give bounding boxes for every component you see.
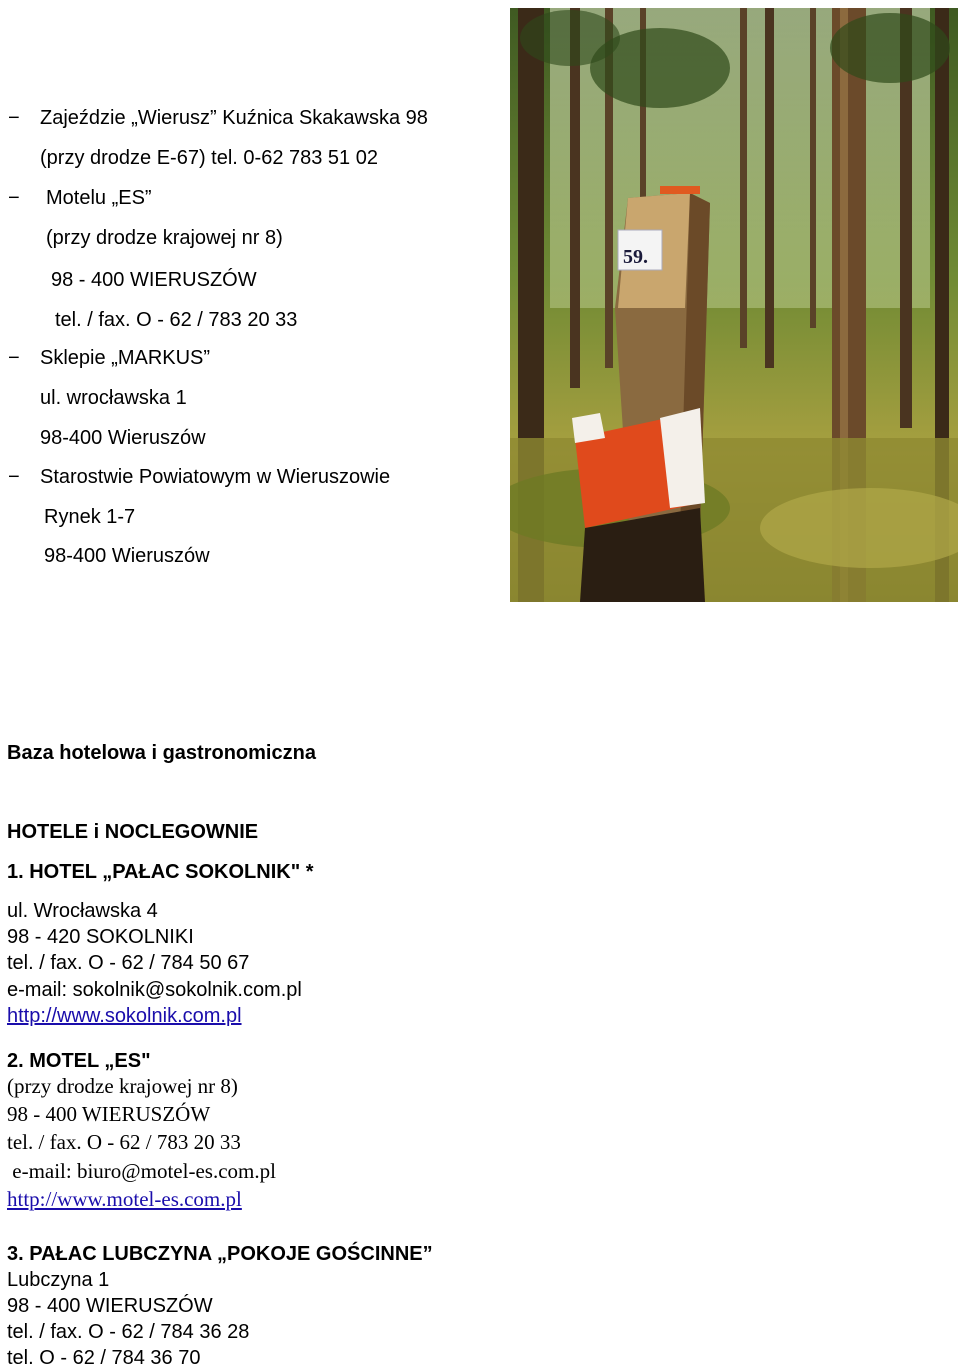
hotel-2-email: e-mail: biuro@motel-es.com.pl bbox=[7, 1159, 276, 1183]
trail-marker-number: 59. bbox=[623, 246, 648, 268]
contact-4-line-1: Starostwie Powiatowym w Wieruszowie bbox=[40, 466, 391, 488]
contact-2-line-1: Motelu „ES” bbox=[46, 187, 152, 209]
hotel-3-city: 98 - 400 WIERUSZÓW bbox=[7, 1295, 213, 1317]
list-dash: − bbox=[8, 107, 20, 129]
hotel-2-website-link[interactable]: http://www.motel-es.com.pl bbox=[7, 1187, 242, 1211]
hotel-2-phone: tel. / fax. O - 62 / 783 20 33 bbox=[7, 1130, 241, 1154]
forest-trail-marker-photo bbox=[510, 8, 958, 602]
contact-2-line-4: tel. / fax. O - 62 / 783 20 33 bbox=[55, 309, 298, 331]
hotel-1-address: ul. Wrocławska 4 bbox=[7, 900, 158, 922]
hotel-2-city: 98 - 400 WIERUSZÓW bbox=[7, 1102, 211, 1126]
subsection-title: HOTELE i NOCLEGOWNIE bbox=[7, 821, 259, 843]
hotel-1-email: e-mail: sokolnik@sokolnik.com.pl bbox=[7, 979, 302, 1001]
hotel-3-phone: tel. / fax. O - 62 / 784 36 28 bbox=[7, 1321, 250, 1343]
list-dash: − bbox=[8, 187, 20, 209]
hotel-2-address: (przy drodze krajowej nr 8) bbox=[7, 1074, 238, 1098]
hotel-1-title: 1. HOTEL „PAŁAC SOKOLNIK" * bbox=[7, 861, 314, 883]
hotel-3-phone-2: tel. O - 62 / 784 36 70 bbox=[7, 1347, 201, 1369]
hotel-1-website-link[interactable]: http://www.sokolnik.com.pl bbox=[7, 1005, 242, 1027]
contact-4-line-2: Rynek 1-7 bbox=[44, 506, 136, 528]
hotel-1-city: 98 - 420 SOKOLNIKI bbox=[7, 926, 194, 948]
contact-2-line-2: (przy drodze krajowej nr 8) bbox=[46, 227, 283, 249]
contact-2-line-3: 98 - 400 WIERUSZÓW bbox=[51, 269, 257, 291]
contact-4-line-3: 98-400 Wieruszów bbox=[44, 545, 210, 567]
list-dash: − bbox=[8, 347, 20, 369]
hotel-3-address: Lubczyna 1 bbox=[7, 1269, 110, 1291]
contact-1-line-2: (przy drodze E-67) tel. 0-62 783 51 02 bbox=[40, 147, 378, 169]
hotel-1-phone: tel. / fax. O - 62 / 784 50 67 bbox=[7, 952, 250, 974]
hotel-2-title: 2. MOTEL „ES" bbox=[7, 1050, 151, 1072]
section-title: Baza hotelowa i gastronomiczna bbox=[7, 742, 316, 764]
list-dash: − bbox=[8, 466, 20, 488]
contact-3-line-3: 98-400 Wieruszów bbox=[40, 427, 206, 449]
hotel-3-title: 3. PAŁAC LUBCZYNA „POKOJE GOŚCINNE” bbox=[7, 1243, 433, 1265]
contact-3-line-1: Sklepie „MARKUS” bbox=[40, 347, 211, 369]
contact-3-line-2: ul. wrocławska 1 bbox=[40, 387, 187, 409]
contact-1-line-1: Zajeździe „Wierusz” Kuźnica Skakawska 98 bbox=[40, 107, 428, 129]
